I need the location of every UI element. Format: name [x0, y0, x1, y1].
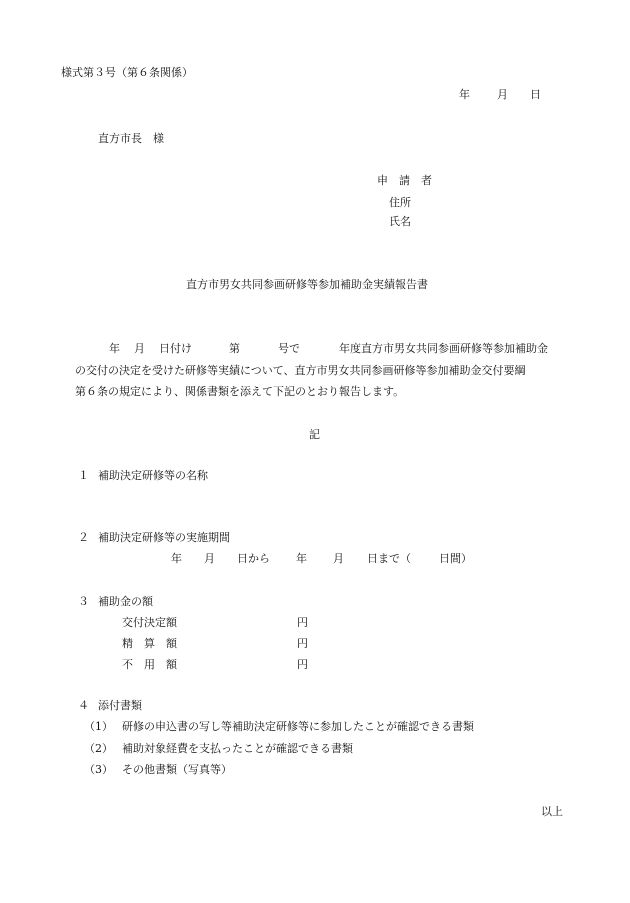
attachment-text: 研修の申込書の写し等補助決定研修等に参加したことが確認できる書類	[122, 720, 474, 733]
closing-mark: 以上	[541, 805, 563, 818]
period-end-month: 月	[333, 552, 344, 565]
period-end-year: 年	[296, 552, 307, 565]
section-1-title: 補助決定研修等の名称	[98, 469, 208, 482]
form-label: 様式第３号（第６条関係）	[61, 66, 193, 79]
date-year: 年	[459, 88, 470, 101]
body-gode: 号で	[278, 342, 300, 355]
period-days: 日間）	[439, 552, 472, 565]
body-line-2: の交付の決定を受けた研修等実績について、直方市男女共同参画研修等参加補助金交付要綱	[75, 364, 526, 377]
section-2-title: 補助決定研修等の実施期間	[98, 531, 230, 544]
amount-label: 精 算 額	[122, 637, 177, 650]
period-start-day: 日から	[237, 552, 270, 565]
applicant-label: 申 請 者	[377, 174, 432, 187]
body-month: 月	[134, 342, 145, 355]
section-3-title: 補助金の額	[98, 595, 153, 608]
body-line-3: 第６条の規定により、関係書類を添えて下記のとおり報告します。	[75, 385, 405, 398]
attachment-number: （3）	[84, 763, 113, 776]
attachment-number: （1）	[84, 720, 113, 733]
applicant-address-label: 住所	[389, 196, 411, 209]
section-2-number: ２	[78, 531, 89, 544]
amount-label: 不 用 額	[122, 658, 177, 671]
period-start-year: 年	[171, 552, 182, 565]
body-fiscal: 年度直方市男女共同参画研修等参加補助金	[339, 342, 548, 355]
period-start-month: 月	[204, 552, 215, 565]
ki-heading: 記	[309, 428, 320, 441]
amount-unit: 円	[297, 658, 308, 671]
addressee: 直方市長 様	[98, 132, 164, 145]
document-title: 直方市男女共同参画研修等参加補助金実績報告書	[186, 278, 428, 291]
section-1-number: １	[78, 469, 89, 482]
date-month: 月	[497, 88, 508, 101]
amount-label: 交付決定額	[122, 616, 177, 629]
attachment-text: 補助対象経費を支払ったことが確認できる書類	[122, 742, 353, 755]
attachment-text: その他書類（写真等）	[122, 763, 232, 776]
date-day: 日	[530, 88, 541, 101]
section-4-title: 添付書類	[98, 699, 142, 712]
attachment-number: （2）	[84, 742, 113, 755]
amount-unit: 円	[297, 616, 308, 629]
body-dated: 日付け	[159, 342, 192, 355]
section-3-number: ３	[78, 595, 89, 608]
section-4-number: ４	[78, 699, 89, 712]
body-year: 年	[109, 342, 120, 355]
body-dai: 第	[229, 342, 240, 355]
amount-unit: 円	[297, 637, 308, 650]
period-end-day: 日まで（	[367, 552, 411, 565]
applicant-name-label: 氏名	[389, 215, 411, 228]
